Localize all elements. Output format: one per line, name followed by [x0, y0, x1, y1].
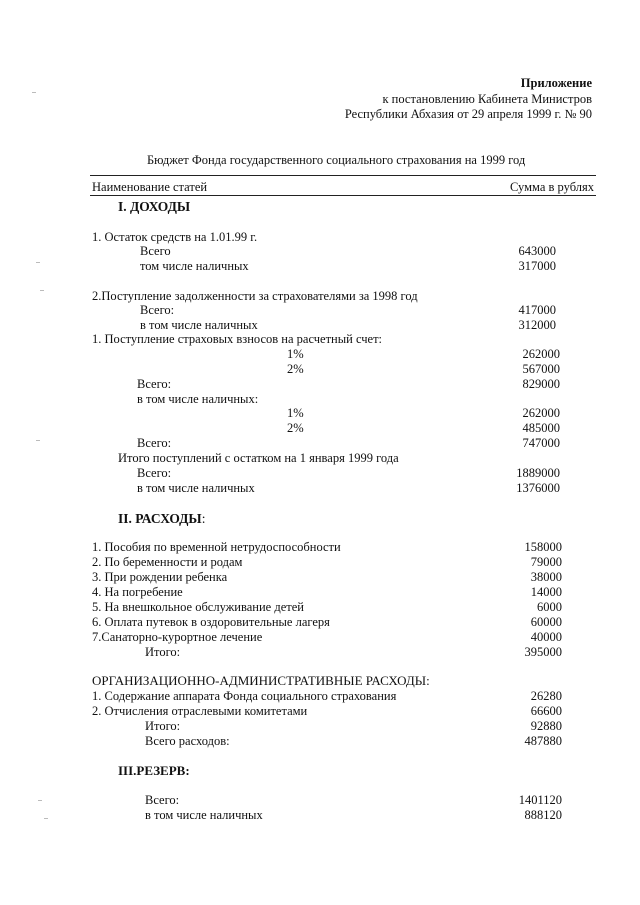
income-item-3-p2: 567000	[522, 362, 560, 376]
income-item-1-total-label: Всего	[140, 244, 171, 258]
income-grand-cash: 1376000	[516, 481, 560, 495]
expense-item-6-value: 60000	[530, 615, 562, 629]
all-expenses-label: Всего расходов:	[145, 734, 230, 748]
income-grand-cash-label: в том числе наличных	[137, 481, 255, 495]
income-item-2-cash: 312000	[518, 318, 556, 332]
expense-item-3-value: 38000	[530, 570, 562, 584]
expense-item-5-label: 5. На внешкольное обслуживание детей	[92, 600, 304, 614]
admin-total: 92880	[530, 719, 562, 733]
admin-item-1-value: 26280	[530, 689, 562, 703]
income-item-2-total-label: Всего:	[140, 303, 175, 317]
income-item-3-cp1-label: 1%	[287, 406, 304, 420]
income-item-3-cash-label: в том числе наличных:	[137, 392, 259, 406]
income-grand-total-label: Всего:	[137, 466, 172, 480]
reserve-total: 1401120	[518, 793, 562, 807]
income-item-3-cp2-label: 2%	[287, 421, 304, 435]
expense-item-6-label: 6. Оплата путевок в оздоровительные лагеря	[92, 615, 330, 629]
income-item-3-total: 829000	[522, 377, 560, 391]
admin-item-1-label: 1. Содержание аппарата Фонда социального страхования	[92, 689, 397, 703]
income-item-3-label: 1. Поступление страховых взносов на расчетный счет:	[92, 332, 383, 346]
expense-item-4-value: 14000	[530, 585, 562, 599]
reserve-heading: III.РЕЗЕРВ:	[118, 763, 190, 778]
appendix-line-1: к постановлению Кабинета Министров	[382, 92, 592, 106]
expense-item-3-label: 3. При рождении ребенка	[92, 570, 228, 584]
admin-item-2-value: 66600	[530, 704, 562, 718]
expense-item-5-value: 6000	[537, 600, 562, 614]
income-item-1-total: 643000	[518, 244, 556, 258]
scan-speck	[36, 262, 40, 263]
income-item-1-cash: 317000	[518, 259, 556, 273]
expense-item-2-value: 79000	[530, 555, 562, 569]
scan-speck	[32, 92, 36, 93]
income-item-2-total: 417000	[518, 303, 556, 317]
table-header-rule	[90, 195, 596, 196]
expenses-heading	[118, 512, 205, 526]
table-top-rule	[90, 175, 596, 176]
document-title: Бюджет Фонда государственного социального страхования на 1999 год	[147, 153, 526, 167]
expenses-heading-colon: :	[201, 511, 206, 526]
income-item-1-cash-label: том числе наличных	[140, 259, 249, 273]
income-item-3-p2-label: 2%	[287, 362, 304, 376]
expense-item-2-label: 2. По беременности и родам	[92, 555, 243, 569]
admin-heading: ОРГАНИЗАЦИОННО-АДМИНИСТРАТИВНЫЕ РАСХОДЫ:	[92, 673, 430, 688]
appendix-line-2: Республики Абхазия от 29 апреля 1999 г. № 90	[344, 107, 592, 121]
expenses-total-label: Итого:	[145, 645, 181, 659]
scan-speck	[40, 290, 44, 291]
income-item-3-cash-total-label: Всего:	[137, 436, 172, 450]
scan-speck	[38, 800, 42, 801]
all-expenses-total: 487880	[524, 734, 562, 748]
income-item-3-cp2: 485000	[522, 421, 560, 435]
income-heading: I. ДОХОДЫ	[118, 199, 191, 214]
income-item-1-label: 1. Остаток средств на 1.01.99 г.	[92, 230, 258, 244]
reserve-cash-label: в том числе наличных	[145, 808, 263, 822]
reserve-cash: 888120	[524, 808, 562, 822]
expense-item-7-value: 40000	[530, 630, 562, 644]
income-item-2-label: 2.Поступление задолженности за страхователями за 1998 год	[92, 289, 418, 303]
expense-item-7-label: 7.Санаторно-курортное лечение	[92, 630, 263, 644]
income-item-3-total-label: Всего:	[137, 377, 172, 391]
expense-item-1-label: 1. Пособия по временной нетрудоспособности	[92, 540, 341, 554]
expense-item-1-value: 158000	[524, 540, 562, 554]
income-item-3-cp1: 262000	[522, 406, 560, 420]
income-item-3-p1: 262000	[522, 347, 560, 361]
scan-speck	[36, 440, 40, 441]
expenses-heading-text: II. РАСХОДЫ	[118, 511, 202, 526]
income-grand-label: Итого поступлений с остатком на 1 января 1999 года	[118, 451, 399, 465]
scan-speck	[44, 818, 48, 819]
expenses-total: 395000	[524, 645, 562, 659]
income-item-2-cash-label: в том числе наличных	[140, 318, 258, 332]
column-header-name: Наименование статей	[92, 180, 208, 194]
column-header-sum: Сумма в рублях	[509, 180, 594, 194]
admin-total-label: Итого:	[145, 719, 181, 733]
income-item-3-cash-total: 747000	[522, 436, 560, 450]
income-grand-total: 1889000	[516, 466, 560, 480]
expense-item-4-label: 4. На погребение	[92, 585, 183, 599]
appendix-title: Приложение	[520, 76, 592, 90]
admin-item-2-label: 2. Отчисления отраслевыми комитетами	[92, 704, 308, 718]
income-item-3-p1-label: 1%	[287, 347, 304, 361]
reserve-total-label: Всего:	[145, 793, 180, 807]
